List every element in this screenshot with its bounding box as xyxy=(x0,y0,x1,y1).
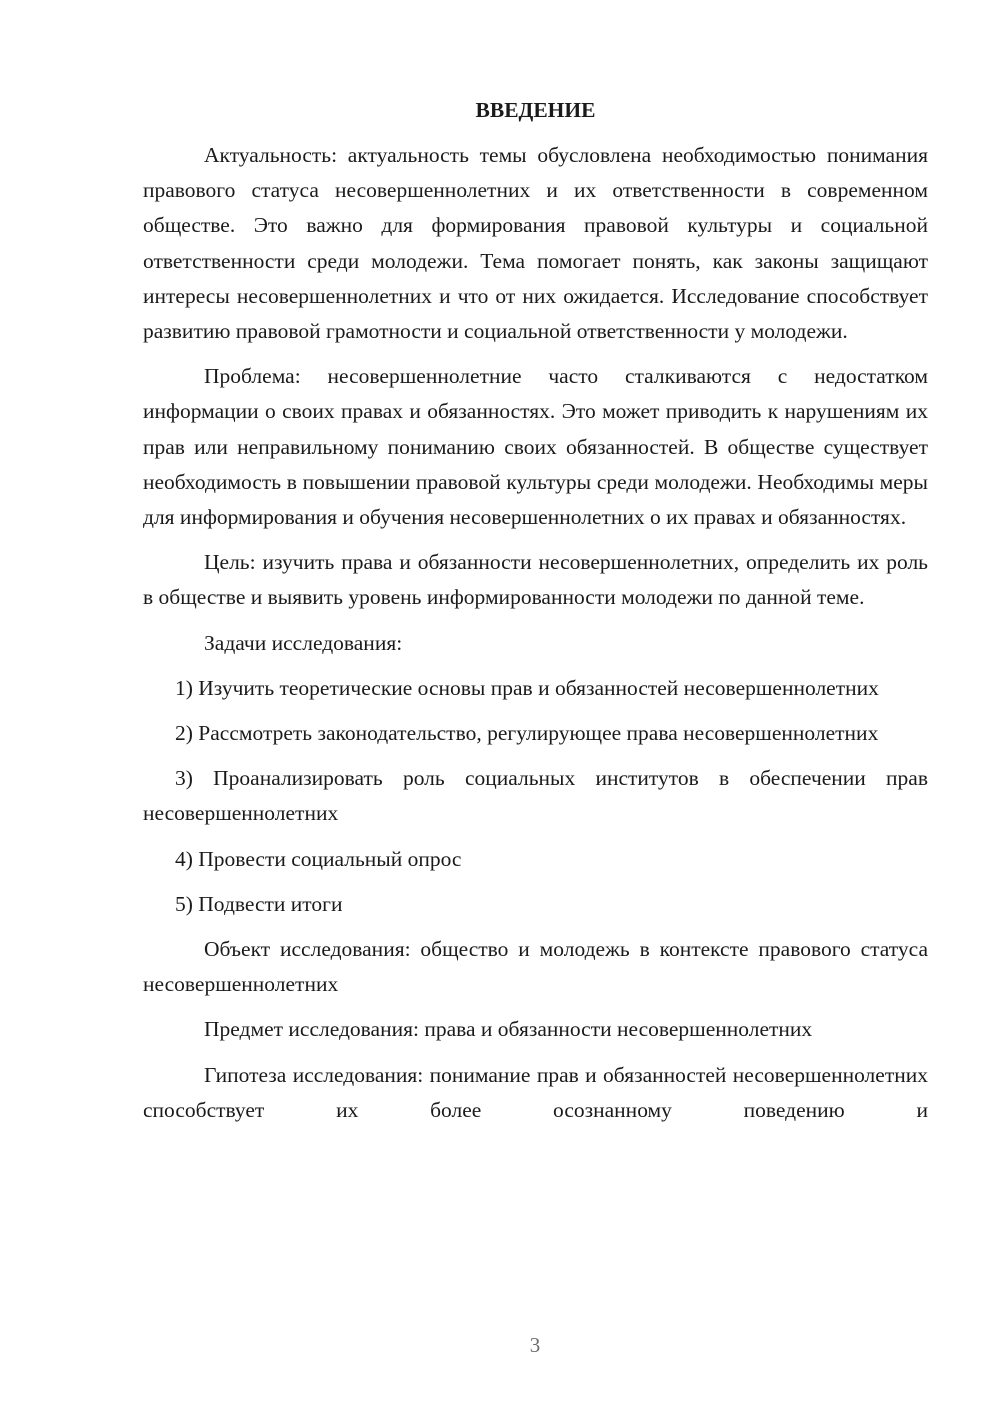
task-item-5: 5) Подвести итоги xyxy=(175,891,343,916)
paragraph-subject: Предмет исследования: права и обязанности несовершеннолетних xyxy=(204,1017,813,1042)
paragraph-relevance: Актуальность: актуальность темы обусловлена необходимостью понимания правового статуса несовершеннолетних и их ответственности в современном обществе. Это важно для формирования правовой культуры и социальной ответственности среди молодежи. Тема помогает понять, как законы защищают интересы несовершеннолетних и что от них ожидается. Исследование способствует развитию правовой грамотности и социальной ответственности у молодежи. xyxy=(143,143,928,344)
page-number: 3 xyxy=(529,1333,541,1357)
paragraph-problem: Проблема: несовершеннолетние часто сталкиваются с недостатком информации о своих правах и обязанностях. Это может приводить к нарушениям их прав или неправильному пониманию своих обязанностей. В обществе существует необходимость в повышении правовой культуры среди молодежи. Необходимы меры для информирования и обучения несовершеннолетних о их правах и обязанностях. xyxy=(143,364,928,530)
task-item-3: 3) Проанализировать роль социальных институтов в обеспечении прав несовершеннолетних xyxy=(143,766,928,826)
task-item-2: 2) Рассмотреть законодательство, регулирующее права несовершеннолетних xyxy=(175,721,879,746)
paragraph-tasks-heading: Задачи исследования: xyxy=(204,630,403,655)
paragraph-goal: Цель: изучить права и обязанности несовершеннолетних, определить их роль в обществе и выявить уровень информированности молодежи по данной теме. xyxy=(143,550,928,610)
paragraph-hypothesis: Гипотеза исследования: понимание прав и обязанностей несовершеннолетних способствует их более осознанному поведению и xyxy=(143,1062,928,1122)
paragraph-object: Объект исследования: общество и молодежь в контексте правового статуса несовершеннолетних xyxy=(143,937,928,997)
task-item-4: 4) Провести социальный опрос xyxy=(175,846,462,871)
section-title: ВВЕДЕНИЕ xyxy=(475,98,596,122)
page-content xyxy=(143,93,928,1138)
task-item-1: 1) Изучить теоретические основы прав и обязанностей несовершеннолетних xyxy=(175,675,879,700)
